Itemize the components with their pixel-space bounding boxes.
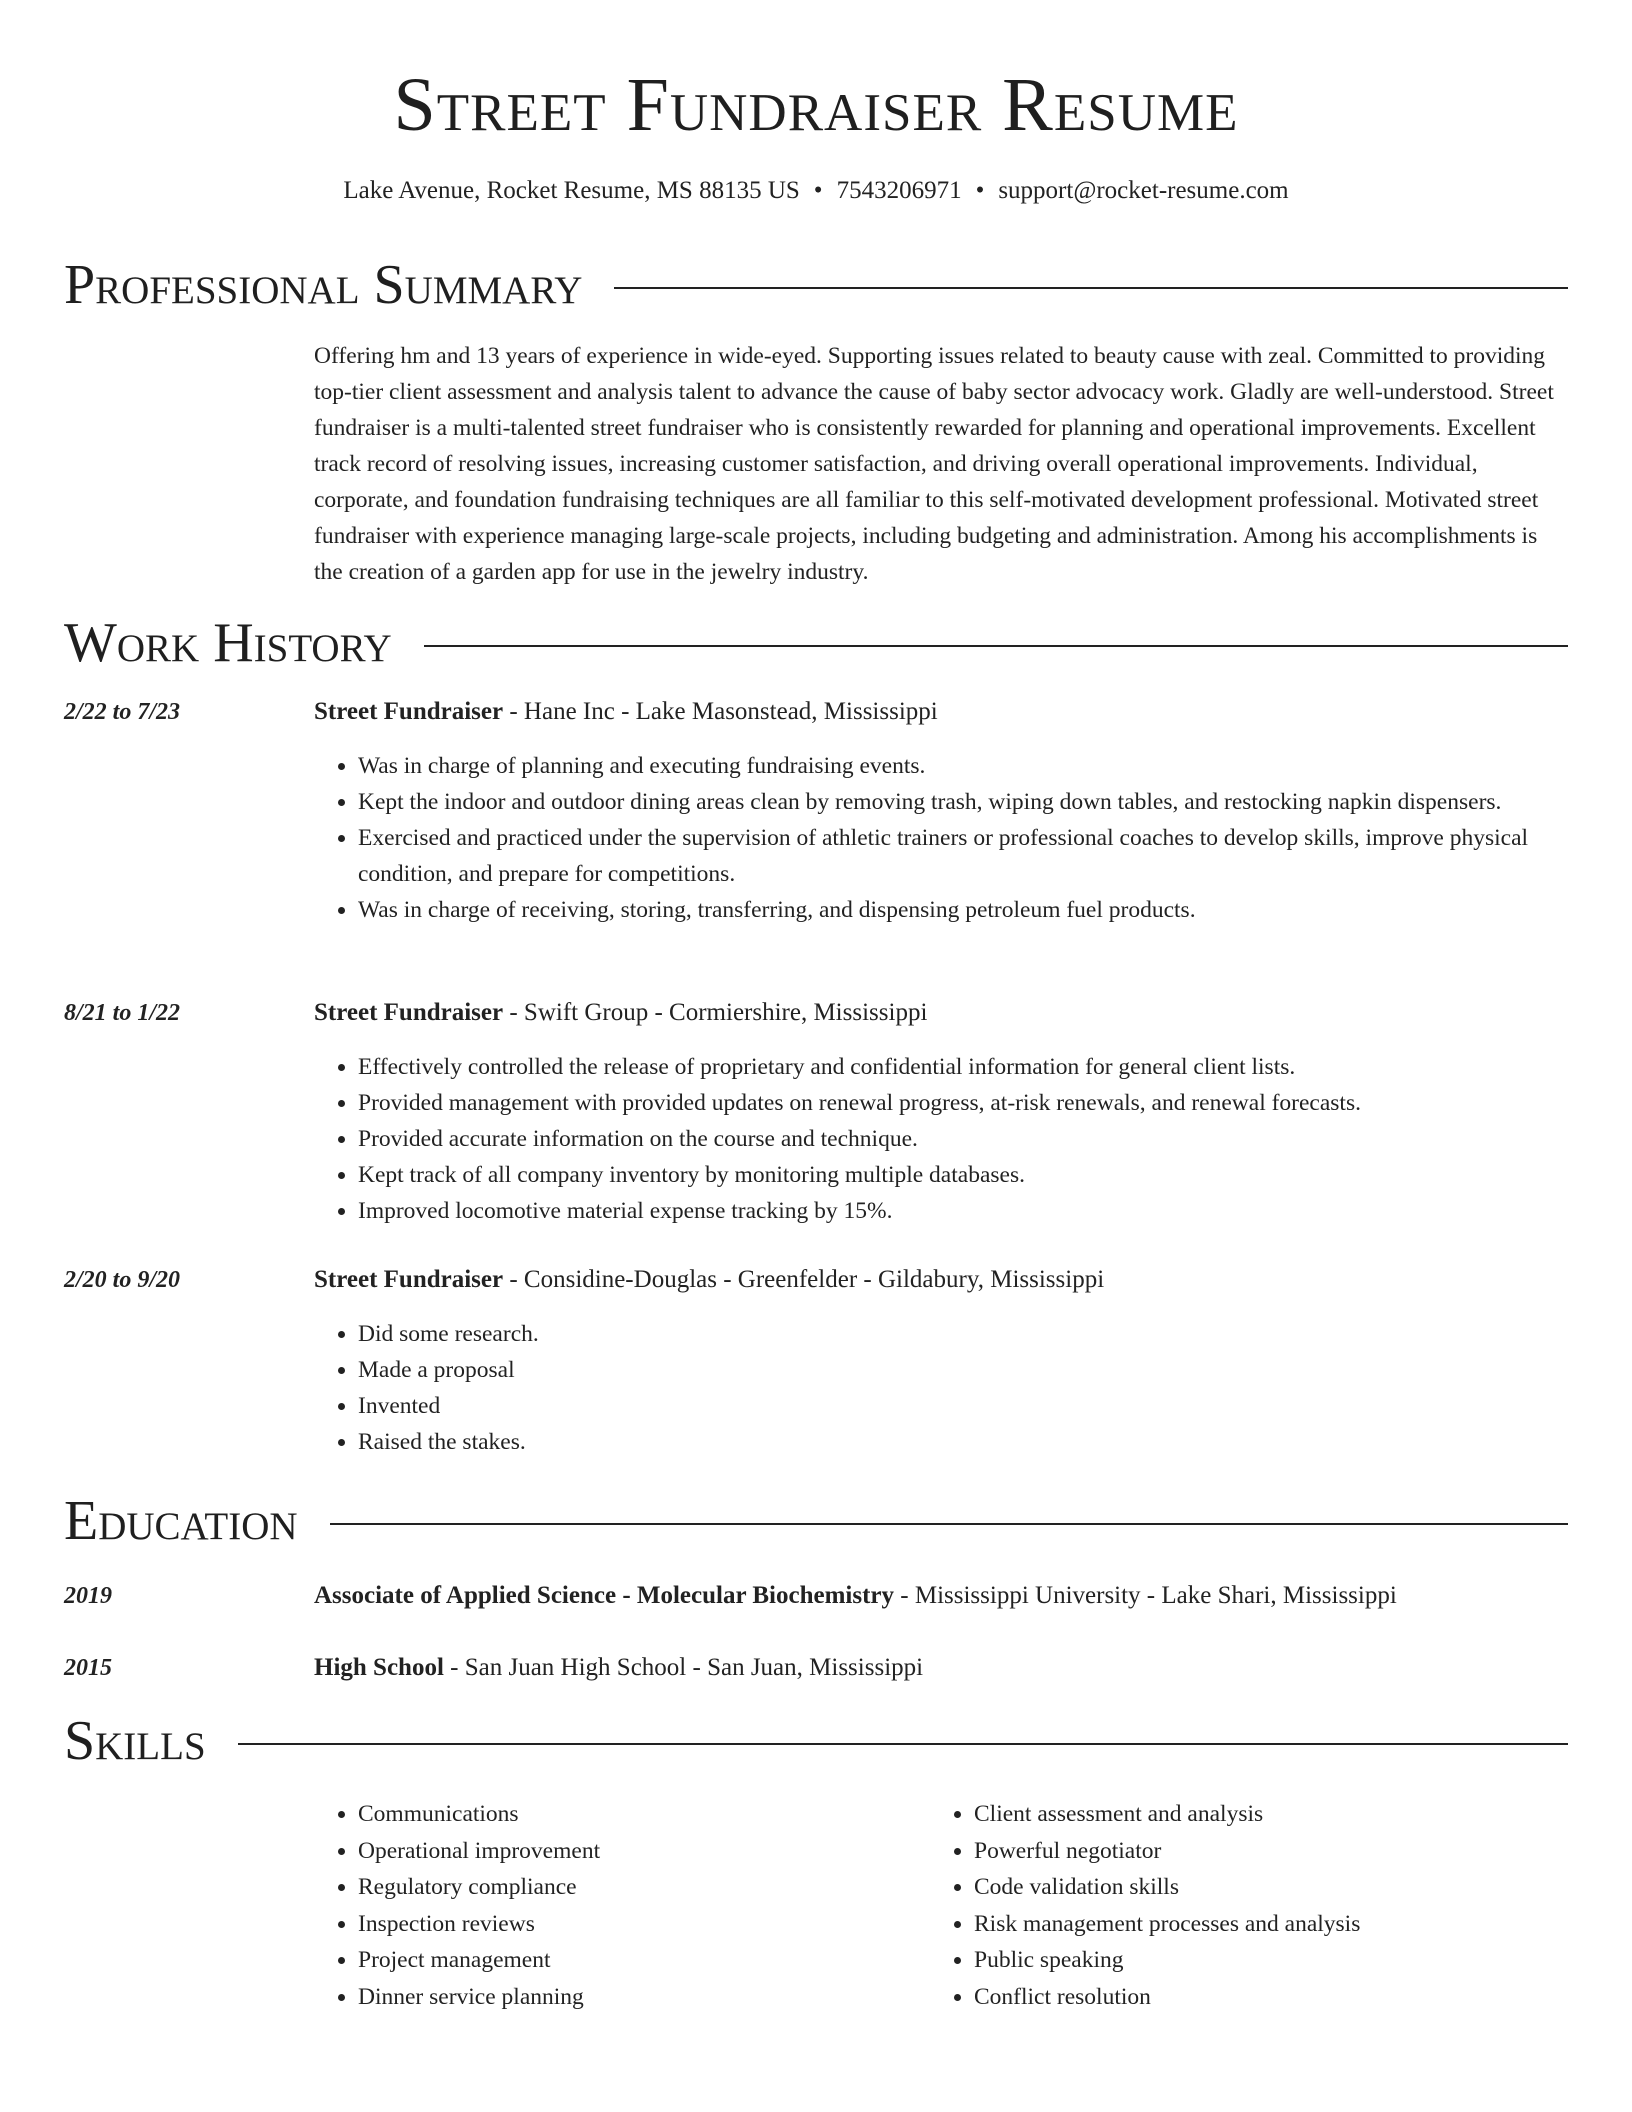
job-details: - Considine-Douglas - Greenfelder - Gildabury, Mississippi: [503, 1266, 1105, 1293]
section-skills: [64, 1706, 1568, 1776]
education-date: 2019: [64, 1583, 112, 1609]
education-entry: [64, 1578, 1568, 1614]
bullet-item: • Raised the stakes.: [358, 1424, 1588, 1460]
bullet-item: • Was in charge of receiving, storing, transferring, and dispensing petroleum fuel products.: [358, 892, 1588, 928]
skills-list-left: [314, 1796, 918, 2015]
section-professional-summary: [64, 250, 1568, 320]
section-work-history: [64, 608, 1568, 678]
job-bullets: [314, 1316, 1588, 1460]
job-details: - Swift Group - Cormiershire, Mississippi: [503, 999, 928, 1026]
contact-address: Lake Avenue, Rocket Resume, MS 88135 US: [343, 177, 800, 204]
contact-phone: 7543206971: [836, 177, 962, 204]
job-details: - Hane Inc - Lake Masonstead, Mississippi: [503, 698, 938, 725]
education-heading: [314, 1578, 1397, 1614]
section-divider: [330, 1523, 1568, 1525]
skill-item: • Code validation skills: [974, 1869, 1534, 1906]
education-heading: [314, 1650, 923, 1686]
job-date: 2/20 to 9/20: [64, 1267, 181, 1293]
contact-line: [0, 174, 1632, 208]
bullet-item: • Did some research.: [358, 1316, 1588, 1352]
section-heading: Work History: [64, 612, 392, 674]
section-heading: Professional Summary: [64, 254, 583, 316]
skill-item: • Conflict resolution: [974, 1979, 1534, 2016]
bullet-item: • Invented: [358, 1388, 1588, 1424]
section-education: [64, 1486, 1568, 1556]
skill-item: • Communications: [358, 1796, 918, 1833]
skill-item: • Operational improvement: [358, 1833, 918, 1870]
contact-email: support@rocket-resume.com: [998, 177, 1289, 204]
skill-item: • Client assessment and analysis: [974, 1796, 1534, 1833]
bullet-item: • Improved locomotive material expense tracking by 15%.: [358, 1193, 1588, 1229]
bullet-item: • Kept the indoor and outdoor dining areas clean by removing trash, wiping down tables, and restocking napkin dispensers.: [358, 784, 1588, 820]
resume-title: Street Fundraiser Resume: [393, 63, 1239, 147]
bullet-item: • Effectively controlled the release of proprietary and confidential information for general client lists.: [358, 1049, 1588, 1085]
education-details: - San Juan High School - San Juan, Mississippi: [443, 1654, 924, 1681]
bullet-item: • Was in charge of planning and executing fundraising events.: [358, 748, 1588, 784]
bullet-item: • Exercised and practiced under the supervision of athletic trainers or professional coaches to develop skills, improve physical condition, and prepare for competitions.: [358, 820, 1588, 892]
skill-item: • Powerful negotiator: [974, 1833, 1534, 1870]
job-date: 2/22 to 7/23: [64, 699, 181, 725]
bullet-item: • Made a proposal: [358, 1352, 1588, 1388]
job-bullets: [314, 748, 1588, 928]
education-degree: High School: [314, 1654, 444, 1681]
job-title: Street Fundraiser: [314, 698, 504, 725]
skill-item: • Regulatory compliance: [358, 1869, 918, 1906]
education-date: 2015: [64, 1655, 112, 1681]
skill-item: • Risk management processes and analysis: [974, 1906, 1534, 1943]
job-title: Street Fundraiser: [314, 1266, 504, 1293]
education-entry: [64, 1650, 1568, 1686]
bullet-item: • Provided management with provided updates on renewal progress, at-risk renewals, and renewal forecasts.: [358, 1085, 1588, 1121]
section-divider: [424, 645, 1568, 647]
job-heading: [314, 1262, 1568, 1298]
job-heading: [314, 694, 1568, 730]
job-date: 8/21 to 1/22: [64, 1000, 181, 1026]
skill-item: • Public speaking: [974, 1942, 1534, 1979]
job-bullets: [314, 1049, 1588, 1229]
summary-text: Offering hm and 13 years of experience in wide-eyed. Supporting issues related to beauty cause with zeal. Committed to providing top-tier client assessment and analysis talent to advance the cause of baby sector advocacy work. Gladly are well-understood. Street fundraiser is a multi-talented street fundraiser who is consistently rewarded for planning and operational improvements. Excellent track record of resolving issues, increasing customer satisfaction, and driving overall operational improvements. Individual, corporate, and foundation fundraising techniques are all familiar to this self-motivated development professional. Motivated street fundraiser with experience managing large-scale projects, including budgeting and administration. Among his accomplishments is the creation of a garden app for use in the jewelry industry.: [314, 343, 1554, 585]
job-heading: [314, 995, 1568, 1031]
job-title: Street Fundraiser: [314, 999, 504, 1026]
bullet-item: • Provided accurate information on the course and technique.: [358, 1121, 1588, 1157]
skills-list-right: [930, 1796, 1534, 2015]
skill-item: • Dinner service planning: [358, 1979, 918, 2016]
section-divider: [238, 1743, 1568, 1745]
contact-separator: •: [975, 177, 985, 204]
contact-separator: •: [813, 177, 823, 204]
skill-item: • Inspection reviews: [358, 1906, 918, 1943]
section-heading: Skills: [64, 1710, 206, 1772]
section-heading: Education: [64, 1490, 298, 1552]
section-divider: [614, 287, 1568, 289]
education-degree: Associate of Applied Science - Molecular Biochemistry: [314, 1582, 895, 1609]
education-details: - Mississippi University - Lake Shari, Mississippi: [894, 1582, 1397, 1609]
skill-item: • Project management: [358, 1942, 918, 1979]
bullet-item: • Kept track of all company inventory by monitoring multiple databases.: [358, 1157, 1588, 1193]
